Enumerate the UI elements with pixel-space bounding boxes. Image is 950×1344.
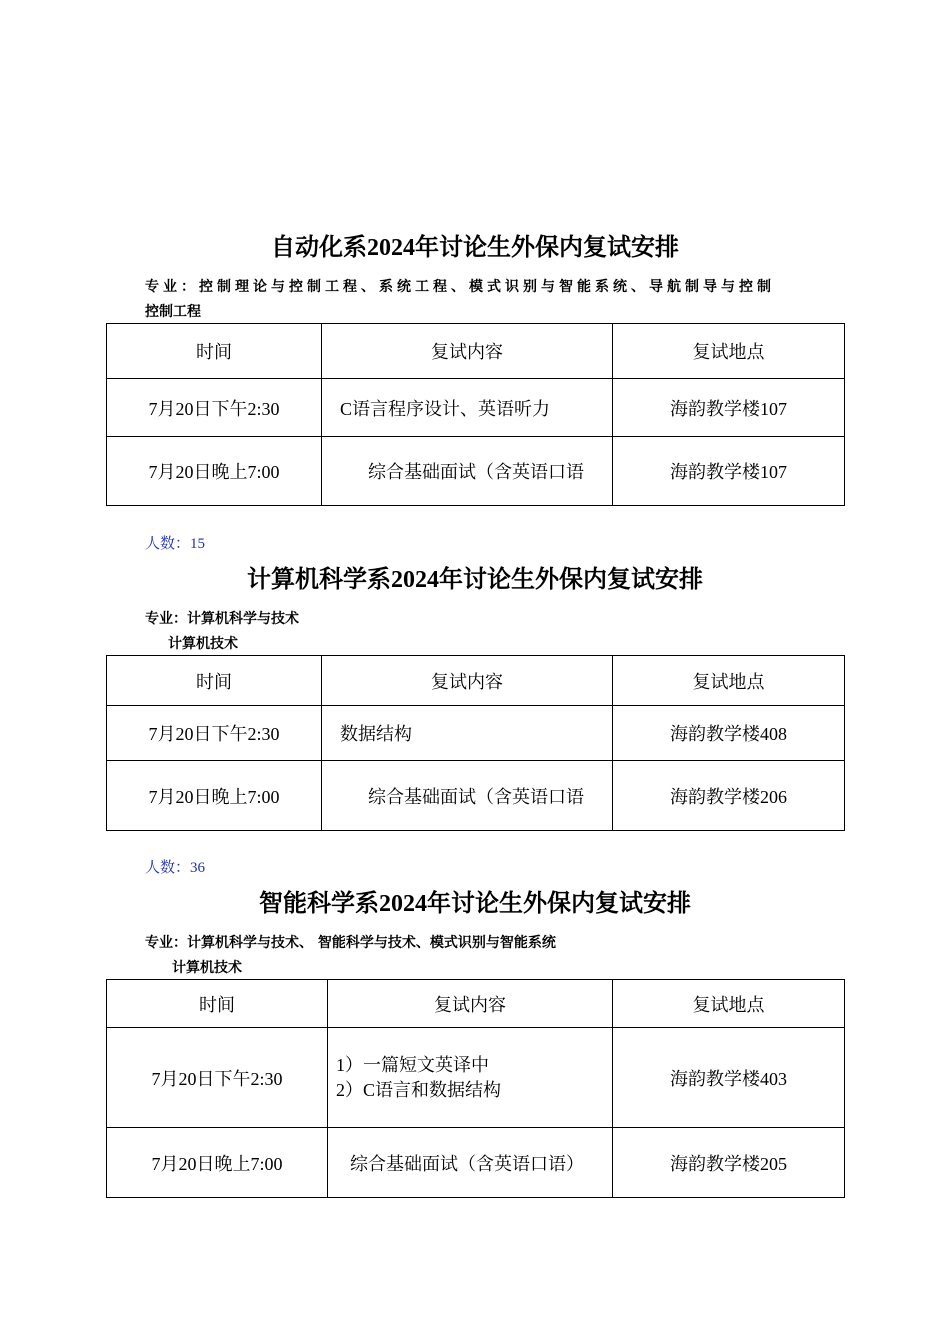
section-title-automation: 自动化系2024年讨论生外保内复试安排 [271, 235, 679, 261]
content-line-2: 2）C语言和数据结构 [336, 1079, 502, 1100]
header-location: 复试地点 [613, 324, 845, 379]
student-count-automation: 人数：15 [145, 536, 206, 552]
section-title-intelligent-science: 智能科学系2024年讨论生外保内复试安排 [259, 891, 691, 917]
cell-content: 数据结构 [322, 706, 613, 761]
table-header-row [107, 656, 845, 706]
table-row [107, 437, 845, 506]
cell-location: 海韵教学楼107 [613, 437, 845, 506]
cell-content [328, 1028, 613, 1128]
major-line2-computer-science: 计算机技术 [168, 636, 238, 652]
table-header-row [107, 324, 845, 379]
major-line2-intelligent-science: 计算机技术 [172, 960, 242, 976]
cell-time: 7月20日下午2:30 [107, 379, 322, 437]
header-time: 时间 [107, 980, 328, 1028]
cell-location: 海韵教学楼107 [613, 379, 845, 437]
table-row [107, 1028, 845, 1128]
cell-location: 海韵教学楼205 [613, 1128, 845, 1198]
cell-time: 7月20日晚上7:00 [107, 437, 322, 506]
cell-location: 海韵教学楼408 [613, 706, 845, 761]
major-line-automation: 专业：控制理论与控制工程、系统工程、模式识别与智能系统、导航制导与控制 [145, 279, 775, 295]
header-location: 复试地点 [613, 656, 845, 706]
cell-time: 7月20日下午2:30 [107, 1028, 328, 1128]
header-time: 时间 [107, 656, 322, 706]
schedule-table-automation [106, 323, 845, 506]
cell-content: 综合基础面试（含英语口语） [328, 1128, 613, 1198]
schedule-table-intelligent-science [106, 979, 845, 1198]
header-time: 时间 [107, 324, 322, 379]
cell-time: 7月20日晚上7:00 [107, 1128, 328, 1198]
header-content: 复试内容 [328, 980, 613, 1028]
header-location: 复试地点 [613, 980, 845, 1028]
content-line-1: 1）一篇短文英译中 [336, 1054, 489, 1075]
major-line-computer-science: 专业：计算机科学与技术 [145, 611, 299, 627]
major-line2-automation: 控制工程 [145, 304, 201, 320]
section-title-computer-science: 计算机科学系2024年讨论生外保内复试安排 [247, 567, 703, 593]
header-content: 复试内容 [322, 656, 613, 706]
header-content: 复试内容 [322, 324, 613, 379]
student-count-computer-science: 人数：36 [145, 860, 206, 876]
cell-location: 海韵教学楼403 [613, 1028, 845, 1128]
table-row [107, 706, 845, 761]
cell-location: 海韵教学楼206 [613, 761, 845, 831]
cell-content: 综合基础面试（含英语口语 [322, 437, 613, 506]
table-row [107, 761, 845, 831]
table-row [107, 1128, 845, 1198]
cell-time: 7月20日下午2:30 [107, 706, 322, 761]
schedule-table-computer-science [106, 655, 845, 831]
major-line-intelligent-science: 专业：计算机科学与技术、 智能科学与技术、模式识别与智能系统 [145, 935, 556, 951]
cell-content: C语言程序设计、英语听力 [322, 379, 613, 437]
table-header-row [107, 980, 845, 1028]
cell-content: 综合基础面试（含英语口语 [322, 761, 613, 831]
table-row [107, 379, 845, 437]
cell-time: 7月20日晚上7:00 [107, 761, 322, 831]
